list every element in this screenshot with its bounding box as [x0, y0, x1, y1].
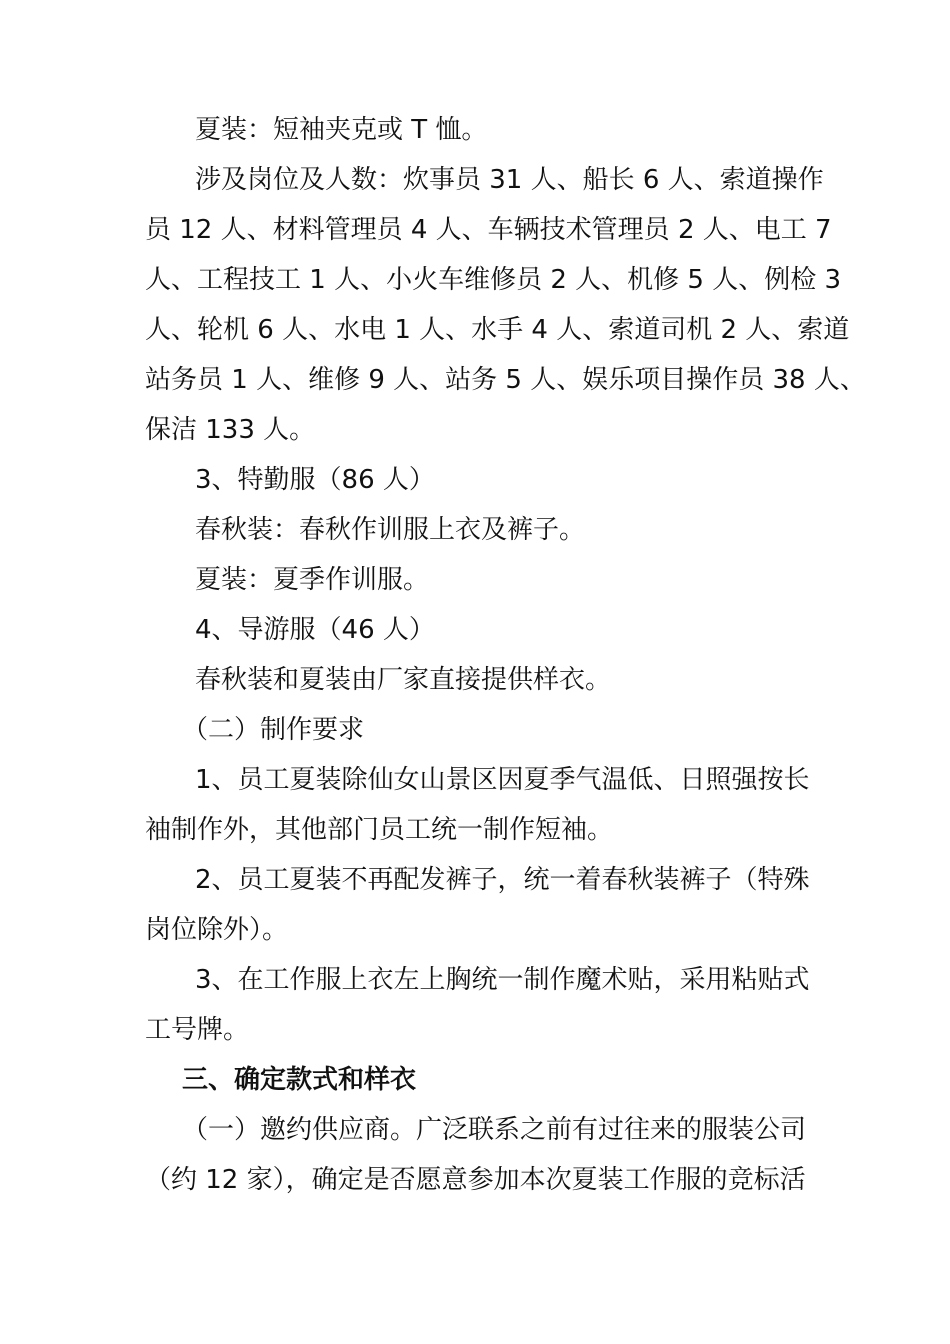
positions-line-3: 人、工程技工 1 人、小火车维修员 2 人、机修 5 人、例检 3 — [145, 265, 842, 295]
requirements-heading: （二）制作要求 — [182, 715, 365, 745]
summer-training-attire-line: 夏装：夏季作训服。 — [195, 565, 430, 595]
requirement-2-line-2: 岗位除外）。 — [145, 915, 289, 945]
supplier-paragraph-line-1: （一）邀约供应商。广泛联系之前有过往来的服装公司 — [182, 1115, 807, 1145]
requirement-3-line-1: 3、在工作服上衣左上胸统一制作魔术贴，采用粘贴式 — [195, 965, 810, 995]
section-three-heading: 三、确定款式和样衣 — [182, 1065, 417, 1095]
positions-line-5: 站务员 1 人、维修 9 人、站务 5 人、娱乐项目操作员 38 人、 — [145, 365, 866, 395]
positions-line-4: 人、轮机 6 人、水电 1 人、水手 4 人、索道司机 2 人、索道 — [145, 315, 850, 345]
guide-uniform-sample-line: 春秋装和夏装由厂家直接提供样衣。 — [195, 665, 612, 695]
requirement-1-line-1: 1、员工夏装除仙女山景区因夏季气温低、日照强按长 — [195, 765, 810, 795]
guide-uniform-heading: 4、导游服（46 人） — [195, 615, 435, 645]
summer-attire-line: 夏装：短袖夹克或 T 恤。 — [195, 115, 488, 145]
requirement-3-line-2: 工号牌。 — [145, 1015, 250, 1045]
positions-line-6: 保洁 133 人。 — [145, 415, 316, 445]
positions-line-1: 涉及岗位及人数：炊事员 31 人、船长 6 人、索道操作 — [195, 165, 824, 195]
requirement-1-line-2: 袖制作外，其他部门员工统一制作短袖。 — [145, 815, 614, 845]
requirement-2-line-1: 2、员工夏装不再配发裤子，统一着春秋装裤子（特殊 — [195, 865, 810, 895]
supplier-paragraph-line-2: （约 12 家），确定是否愿意参加本次夏装工作服的竞标活 — [145, 1165, 806, 1195]
special-duty-heading: 3、特勤服（86 人） — [195, 465, 435, 495]
positions-line-2: 员 12 人、材料管理员 4 人、车辆技术管理员 2 人、电工 7 — [145, 215, 832, 245]
spring-autumn-attire-line: 春秋装：春秋作训服上衣及裤子。 — [195, 515, 586, 545]
